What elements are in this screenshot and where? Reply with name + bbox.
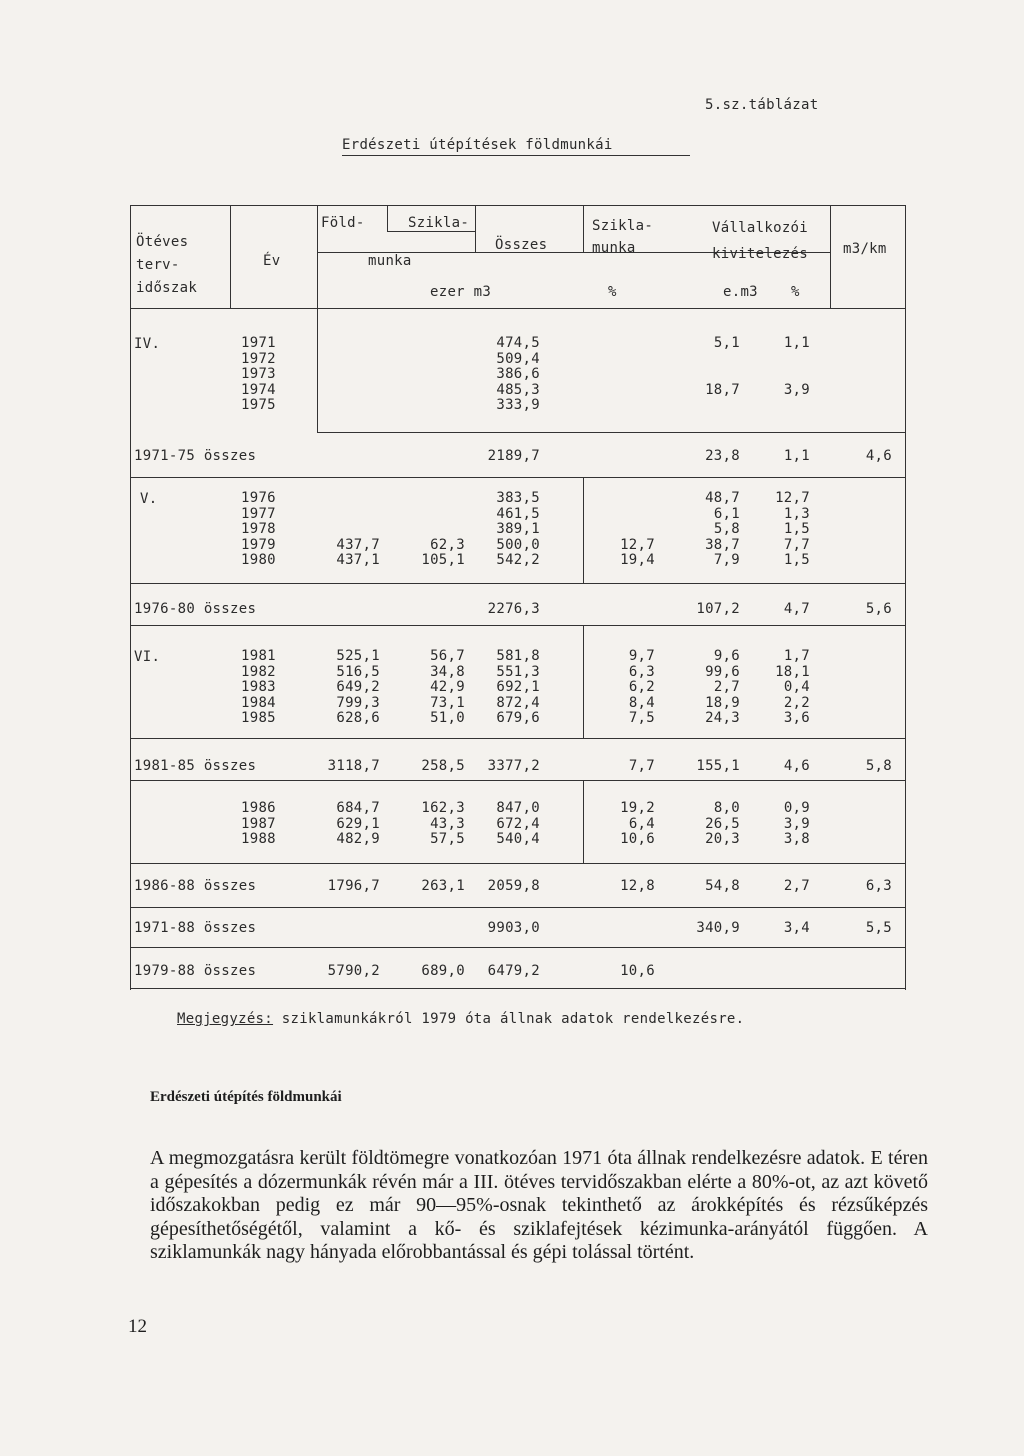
table-number-label: 5.sz.táblázat [705,97,819,113]
vall-pct-column: 1,1 3,9 [783,335,810,398]
grand-total-szikla-pct: 10,6 [620,963,655,979]
body-paragraph: A megmozgatásra került földtömegre vonatkozóan 1971 óta állnak rendelkezésre adatok. E téren a gépesítés a dózermunkák révén már a III. ötéves tervidőszakban elérte a 80%-ot, az azt követő időszakokban pedig ez már 90—95%-osnak tekinthető az árokképítés és rézsűképzés gépesíthetőségétől, valamint a kő- és sziklafejtések kézimunka-arányától függően. A sziklamunkák nagy hányada előrobbantással és gépi tolással történt. [150,1147,928,1263]
rule [583,205,584,253]
rule [387,205,388,231]
header-munka: munka [368,253,412,269]
grand-total-szikla: 689,0 [421,963,465,979]
total-label: 1971-75 összes [134,448,257,464]
years-column: 1981 1982 1983 1984 1985 [241,648,276,726]
total-szikla: 258,5 [421,758,465,774]
rule [130,947,905,948]
header-unit-pct: % [608,284,617,300]
grand-total-vall-em3: 340,9 [696,920,740,936]
header-period: Ötéves terv- időszak [136,234,198,296]
osszes-column: 383,5 461,5 389,1 500,0 542,2 [496,490,540,568]
header-osszes: Összes [495,237,548,253]
rule [317,432,905,433]
data-table [130,205,905,990]
rule [130,205,905,206]
fold-column: 525,1 516,5 649,2 799,3 628,6 [336,648,380,726]
rule [130,863,905,864]
grand-total-fold: 5790,2 [327,963,380,979]
szikla-column: 62,3 105,1 [421,536,465,568]
total-osszes: 2059,8 [487,878,540,894]
total-vall-pct: 4,6 [783,758,810,774]
header-unit-em3: e.m3 [723,284,758,300]
header-unit-pct-2: % [791,284,800,300]
total-szikla: 263,1 [421,878,465,894]
szikla-pct-column: 19,2 6,4 10,6 [620,800,655,847]
total-vall-em3: 155,1 [696,758,740,774]
table-title: Erdészeti útépítések földmunkái [342,137,690,156]
rule [130,907,905,908]
szikla-pct-column: 12,7 19,4 [620,536,655,568]
vall-em3-column: 48,7 6,1 5,8 38,7 7,9 [705,490,740,568]
rule [230,205,231,308]
vall-pct-column: 1,7 18,1 0,4 2,2 3,6 [775,648,810,726]
rule [130,205,131,990]
total-vall-pct: 2,7 [783,878,810,894]
fold-column: 684,7 629,1 482,9 [336,800,380,847]
rule [475,205,476,253]
vall-em3-column: 8,0 26,5 20,3 [705,800,740,847]
table-note [177,1011,744,1027]
rule [905,205,906,990]
note-label: Megjegyzés: [177,1011,274,1027]
total-vall-em3: 107,2 [696,601,740,617]
grand-total-osszes: 6479,2 [487,963,540,979]
header-sziklamunka: Szikla- munka [592,218,654,256]
total-vall-pct: 1,1 [783,448,810,464]
header-szikla: Szikla- [408,215,470,231]
grand-total-label: 1979-88 összes [134,963,257,979]
grand-total-vall-pct: 3,4 [783,920,810,936]
total-osszes: 2189,7 [487,448,540,464]
years-column: 1986 1987 1988 [241,800,276,847]
total-label: 1986-88 összes [134,878,257,894]
total-m3km: 4,6 [865,448,892,464]
total-m3km: 5,8 [865,758,892,774]
period-label: IV. [134,336,161,352]
rule [130,308,905,309]
period-label: VI. [134,649,161,665]
total-vall-em3: 54,8 [705,878,740,894]
page-number: 12 [128,1316,147,1337]
vall-pct-column: 0,9 3,9 3,8 [783,800,810,847]
grand-total-label: 1971-88 összes [134,920,257,936]
header-m3km: m3/km [843,241,887,257]
header-vallalkozoi: Vállalkozói kivitelezés [711,220,809,262]
total-label: 1981-85 összes [134,758,257,774]
section-title: Erdészeti útépítés földmunkái [150,1089,342,1105]
total-vall-em3: 23,8 [705,448,740,464]
szikla-column: 162,3 43,3 57,5 [421,800,465,847]
fold-column: 437,7 437,1 [336,536,380,568]
total-m3km: 6,3 [865,878,892,894]
total-label: 1976-80 összes [134,601,257,617]
vall-em3-column: 5,1 18,7 [705,335,740,398]
years-column: 1976 1977 1978 1979 1980 [241,490,276,568]
years-column: 1971 1972 1973 1974 1975 [241,335,276,413]
vall-pct-column: 12,7 1,3 1,5 7,7 1,5 [775,490,810,568]
grand-total-osszes: 9903,0 [487,920,540,936]
rule [130,738,905,739]
total-fold: 3118,7 [327,758,380,774]
rule [130,477,905,478]
szikla-column: 56,7 34,8 42,9 73,1 51,0 [430,648,465,726]
total-szikla-pct: 12,8 [620,878,655,894]
note-text: sziklamunkákról 1979 óta állnak adatok rendelkezésre. [281,1011,745,1027]
total-fold: 1796,7 [327,878,380,894]
szikla-pct-column: 9,7 6,3 6,2 8,4 7,5 [628,648,655,726]
rule [130,625,905,626]
total-osszes: 2276,3 [487,601,540,617]
header-year: Év [263,253,281,269]
total-m3km: 5,6 [865,601,892,617]
osszes-column: 847,0 672,4 540,4 [496,800,540,847]
grand-total-m3km: 5,5 [865,920,892,936]
total-osszes: 3377,2 [487,758,540,774]
vall-em3-column: 9,6 99,6 2,7 18,9 24,3 [705,648,740,726]
rule [130,988,905,989]
header-unit-ezer-m3: ezer m3 [430,284,492,300]
osszes-column: 474,5 509,4 386,6 485,3 333,9 [496,335,540,413]
total-vall-pct: 4,7 [783,601,810,617]
rule [387,231,475,232]
osszes-column: 581,8 551,3 692,1 872,4 679,6 [496,648,540,726]
rule [130,583,905,584]
header-fold: Föld- [321,215,365,231]
rule [317,205,318,433]
period-label: V. [140,491,158,507]
rule [830,205,831,308]
rule [130,780,905,781]
total-szikla-pct: 7,7 [628,758,655,774]
